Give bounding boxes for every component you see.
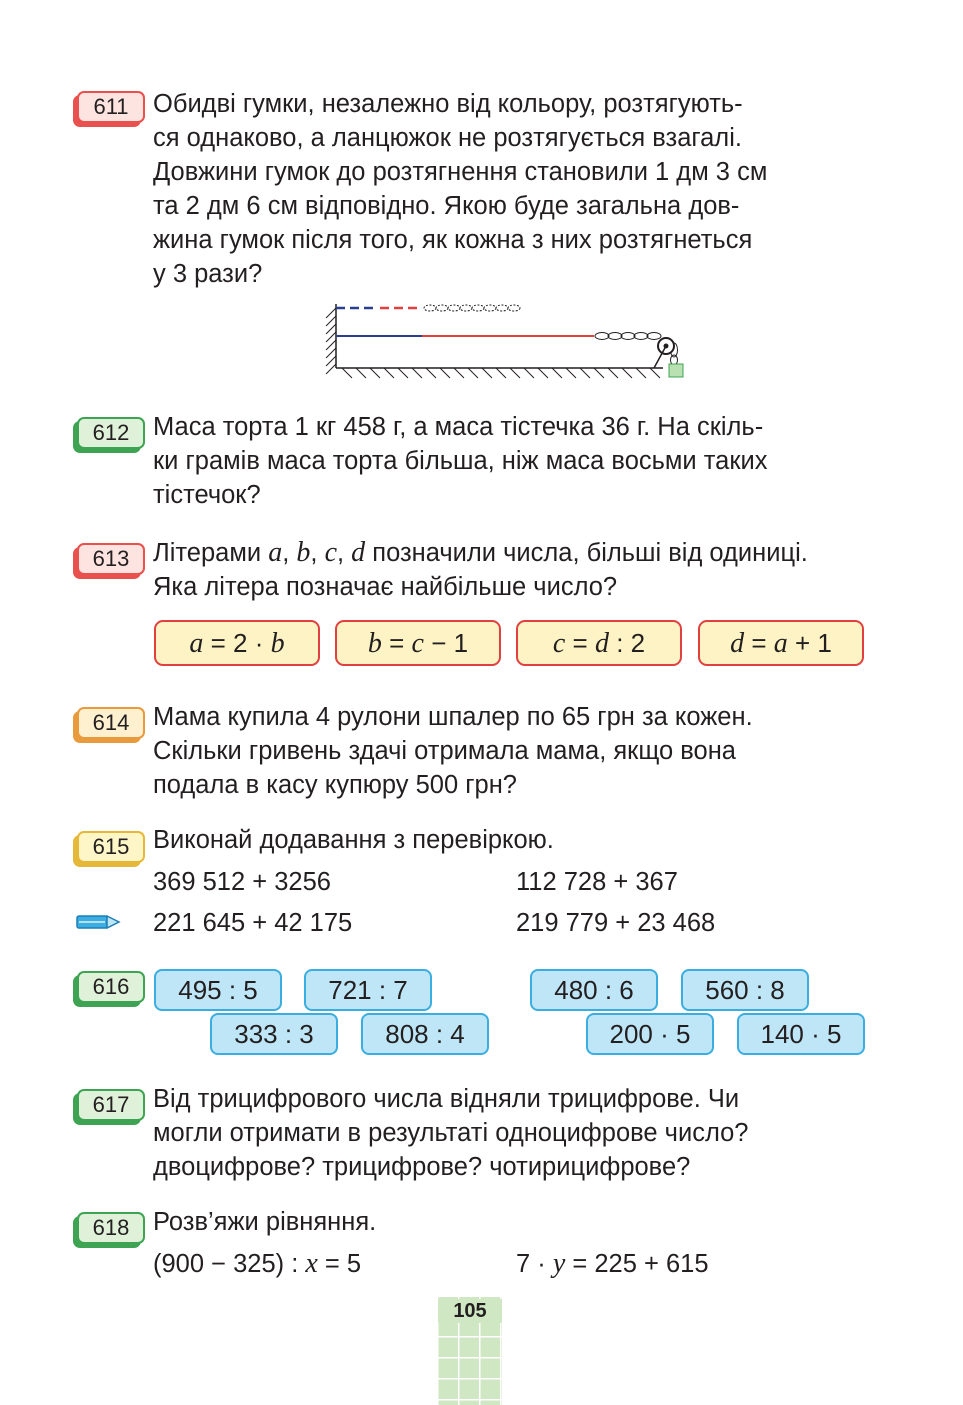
task-618-title: Розв’яжи рівняння.	[153, 1208, 377, 1236]
expression-box: 808 : 4	[361, 1013, 489, 1055]
task-617-line-2: могли отримати в результаті одноцифрове число?	[153, 1119, 749, 1147]
letter-a: a	[268, 537, 283, 568]
task-611-line-4: та 2 дм 6 см відповідно. Якою буде загальна дов-	[153, 192, 740, 220]
task-614-line-3: подала в касу купюру 500 грн?	[153, 771, 517, 799]
task-614-line-2: Скільки гривень здачі отримала мама, якщо вона	[153, 737, 736, 765]
letter-d: d	[351, 537, 366, 568]
task-number-615: 615	[77, 831, 145, 863]
page-number: 105	[438, 1297, 502, 1405]
task-611-line-1: Обидві гумки, незалежно від кольору, розтягують-	[153, 90, 743, 118]
expression: 219 779 + 23 468	[516, 909, 716, 937]
expression: 369 512 + 3256	[153, 868, 331, 896]
task-number-616: 616	[77, 971, 145, 1003]
task-612-line-3: тістечок?	[153, 481, 261, 509]
task-611-line-2: ся однаково, а ланцюжок не розтягується взагалі.	[153, 124, 742, 152]
task-614-line-1: Мама купила 4 рулони шпалер по 65 грн за кожен.	[153, 703, 753, 731]
expression-box: 333 : 3	[210, 1013, 338, 1055]
task-617-line-3: двоцифрове? трицифрове? чотирицифрове?	[153, 1153, 691, 1181]
equation-1: (900 − 325) : x = 5	[153, 1248, 362, 1279]
task-612-line-2: ки грамів маса торта більша, ніж маса восьми таких	[153, 447, 768, 475]
expression-box: 721 : 7	[304, 969, 432, 1011]
task-615-title: Виконай додавання з перевіркою.	[153, 826, 554, 854]
task-number-611: 611	[77, 91, 145, 123]
letter-b: b	[296, 537, 311, 568]
task-number-618: 618	[77, 1212, 145, 1244]
relation-box-1: a = 2 · b	[154, 620, 320, 666]
expression: 221 645 + 42 175	[153, 909, 353, 937]
expression-box: 140 · 5	[737, 1013, 865, 1055]
task-612-line-1: Маса торта 1 кг 458 г, а маса тістечка 36 г. На скіль-	[153, 413, 764, 441]
task-613-line-2: Яка літера позначає найбільше число?	[153, 573, 618, 601]
task-611-line-6: у 3 рази?	[153, 260, 263, 288]
task-number-617: 617	[77, 1089, 145, 1121]
task-613-line-1: Літерами a, b, c, d позначили числа, більші від одиниці.	[153, 537, 808, 568]
pencil-icon	[75, 911, 121, 933]
relation-box-2: b = c − 1	[335, 620, 501, 666]
equation-2: 7 · y = 225 + 615	[516, 1248, 709, 1279]
expression: 112 728 + 367	[516, 868, 678, 896]
task-number-613: 613	[77, 543, 145, 575]
letter-c: c	[324, 537, 337, 568]
expression-box: 560 : 8	[681, 969, 809, 1011]
task-617-line-1: Від трицифрового числа відняли трицифрове. Чи	[153, 1085, 740, 1113]
task-613-rest: позначили числа, більші від одиниці.	[372, 539, 808, 567]
expression-box: 200 · 5	[586, 1013, 714, 1055]
rubber-bands-illustration	[318, 298, 690, 382]
task-611-line-5: жина гумок після того, як кожна з них розтягнеться	[153, 226, 753, 254]
expression-box: 480 : 6	[530, 969, 658, 1011]
relation-box-3: c = d : 2	[516, 620, 682, 666]
task-number-612: 612	[77, 417, 145, 449]
task-613-intro: Літерами	[153, 539, 262, 567]
expression-box: 495 : 5	[154, 969, 282, 1011]
relation-box-4: d = a + 1	[698, 620, 864, 666]
task-611-line-3: Довжини гумок до розтягнення становили 1 дм 3 см	[153, 158, 768, 186]
task-number-614: 614	[77, 707, 145, 739]
